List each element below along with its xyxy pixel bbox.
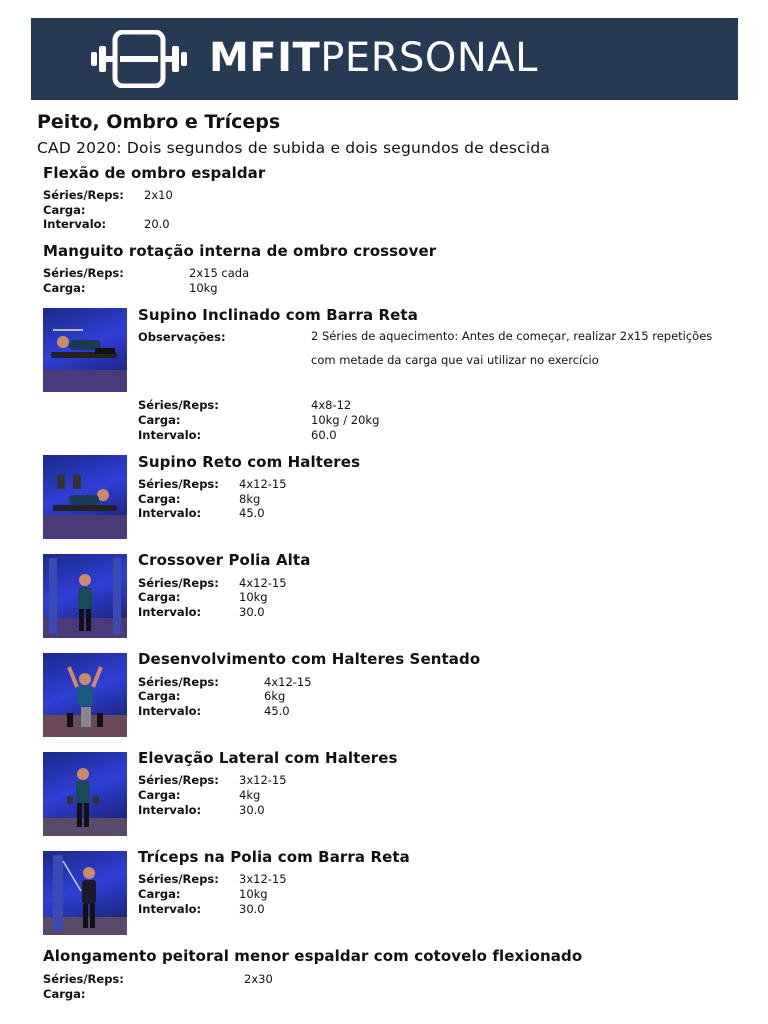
series-value: 3x12-15 (239, 872, 287, 886)
notes-label: Observações: (138, 330, 226, 344)
series-label: Séries/Reps: (138, 576, 219, 590)
interval-value: 30.0 (239, 902, 265, 916)
exercise-name: Manguito rotação interna de ombro crossover (43, 242, 437, 260)
series-label: Séries/Reps: (138, 872, 219, 886)
series-label: Séries/Reps: (43, 266, 124, 280)
workout-title: Peito, Ombro e Tríceps (37, 111, 281, 133)
load-label: Carga: (138, 689, 181, 703)
dumbbell-phone-icon (89, 30, 189, 88)
exercise-name: Desenvolvimento com Halteres Sentado (138, 650, 481, 668)
interval-label: Intervalo: (43, 217, 107, 231)
load-label: Carga: (43, 281, 86, 295)
interval-label: Intervalo: (138, 506, 202, 520)
series-value: 2x15 cada (189, 266, 250, 280)
exercise-name: Crossover Polia Alta (138, 551, 311, 569)
interval-value: 45.0 (264, 704, 290, 718)
series-label: Séries/Reps: (138, 398, 219, 412)
load-label: Carga: (138, 590, 181, 604)
interval-value: 30.0 (239, 803, 265, 817)
load-value: 10kg (239, 590, 268, 604)
load-label: Carga: (138, 887, 181, 901)
brand-name: MFITPERSONAL (209, 35, 538, 81)
exercise-photo (43, 653, 127, 737)
load-label: Carga: (43, 203, 86, 217)
exercise-name: Elevação Lateral com Halteres (138, 749, 398, 767)
series-value: 3x12-15 (239, 773, 287, 787)
series-value: 4x12-15 (239, 477, 287, 491)
exercise-name: Supino Inclinado com Barra Reta (138, 306, 418, 324)
series-label: Séries/Reps: (138, 477, 219, 491)
series-label: Séries/Reps: (43, 188, 124, 202)
interval-value: 20.0 (144, 217, 170, 231)
load-label: Carga: (138, 413, 181, 427)
athlete-crossover-icon (43, 554, 127, 638)
load-value: 10kg (239, 887, 268, 901)
series-value: 4x8-12 (311, 398, 352, 412)
interval-label: Intervalo: (138, 803, 202, 817)
exercise-name: Flexão de ombro espaldar (43, 164, 266, 182)
interval-value: 60.0 (311, 428, 337, 442)
interval-value: 45.0 (239, 506, 265, 520)
athlete-dumbbell-press-icon (43, 455, 127, 539)
interval-label: Intervalo: (138, 605, 202, 619)
series-label: Séries/Reps: (43, 972, 124, 986)
workout-subtitle: CAD 2020: Dois segundos de subida e dois segundos de descida (37, 139, 551, 157)
exercise-name: Alongamento peitoral menor espaldar com cotovelo flexionado (43, 947, 583, 965)
interval-value: 30.0 (239, 605, 265, 619)
exercise-photo (43, 752, 127, 836)
exercise-name: Tríceps na Polia com Barra Reta (138, 848, 410, 866)
load-value: 10kg / 20kg (311, 413, 380, 427)
exercise-photo (43, 308, 127, 392)
interval-label: Intervalo: (138, 902, 202, 916)
load-value: 10kg (189, 281, 218, 295)
load-label: Carga: (43, 987, 86, 1001)
exercise-photo (43, 554, 127, 638)
series-value: 4x12-15 (264, 675, 312, 689)
series-value: 2x10 (144, 188, 173, 202)
series-label: Séries/Reps: (138, 675, 219, 689)
load-label: Carga: (138, 788, 181, 802)
exercise-name: Supino Reto com Halteres (138, 453, 361, 471)
load-value: 8kg (239, 492, 261, 506)
exercise-photo (43, 851, 127, 935)
series-value: 2x30 (244, 972, 273, 986)
athlete-bench-icon (43, 308, 127, 392)
athlete-lateral-raise-icon (43, 752, 127, 836)
series-label: Séries/Reps: (138, 773, 219, 787)
header-banner (31, 18, 738, 100)
interval-label: Intervalo: (138, 704, 202, 718)
load-label: Carga: (138, 492, 181, 506)
exercise-photo (43, 455, 127, 539)
series-value: 4x12-15 (239, 576, 287, 590)
interval-label: Intervalo: (138, 428, 202, 442)
athlete-shoulder-press-icon (43, 653, 127, 737)
load-value: 4kg (239, 788, 261, 802)
athlete-triceps-pulley-icon (43, 851, 127, 935)
notes-value: 2 Séries de aquecimento: Antes de começar, realizar 2x15 repetições com metade da carga que vai utilizar no exercício (311, 329, 713, 367)
load-value: 6kg (264, 689, 286, 703)
